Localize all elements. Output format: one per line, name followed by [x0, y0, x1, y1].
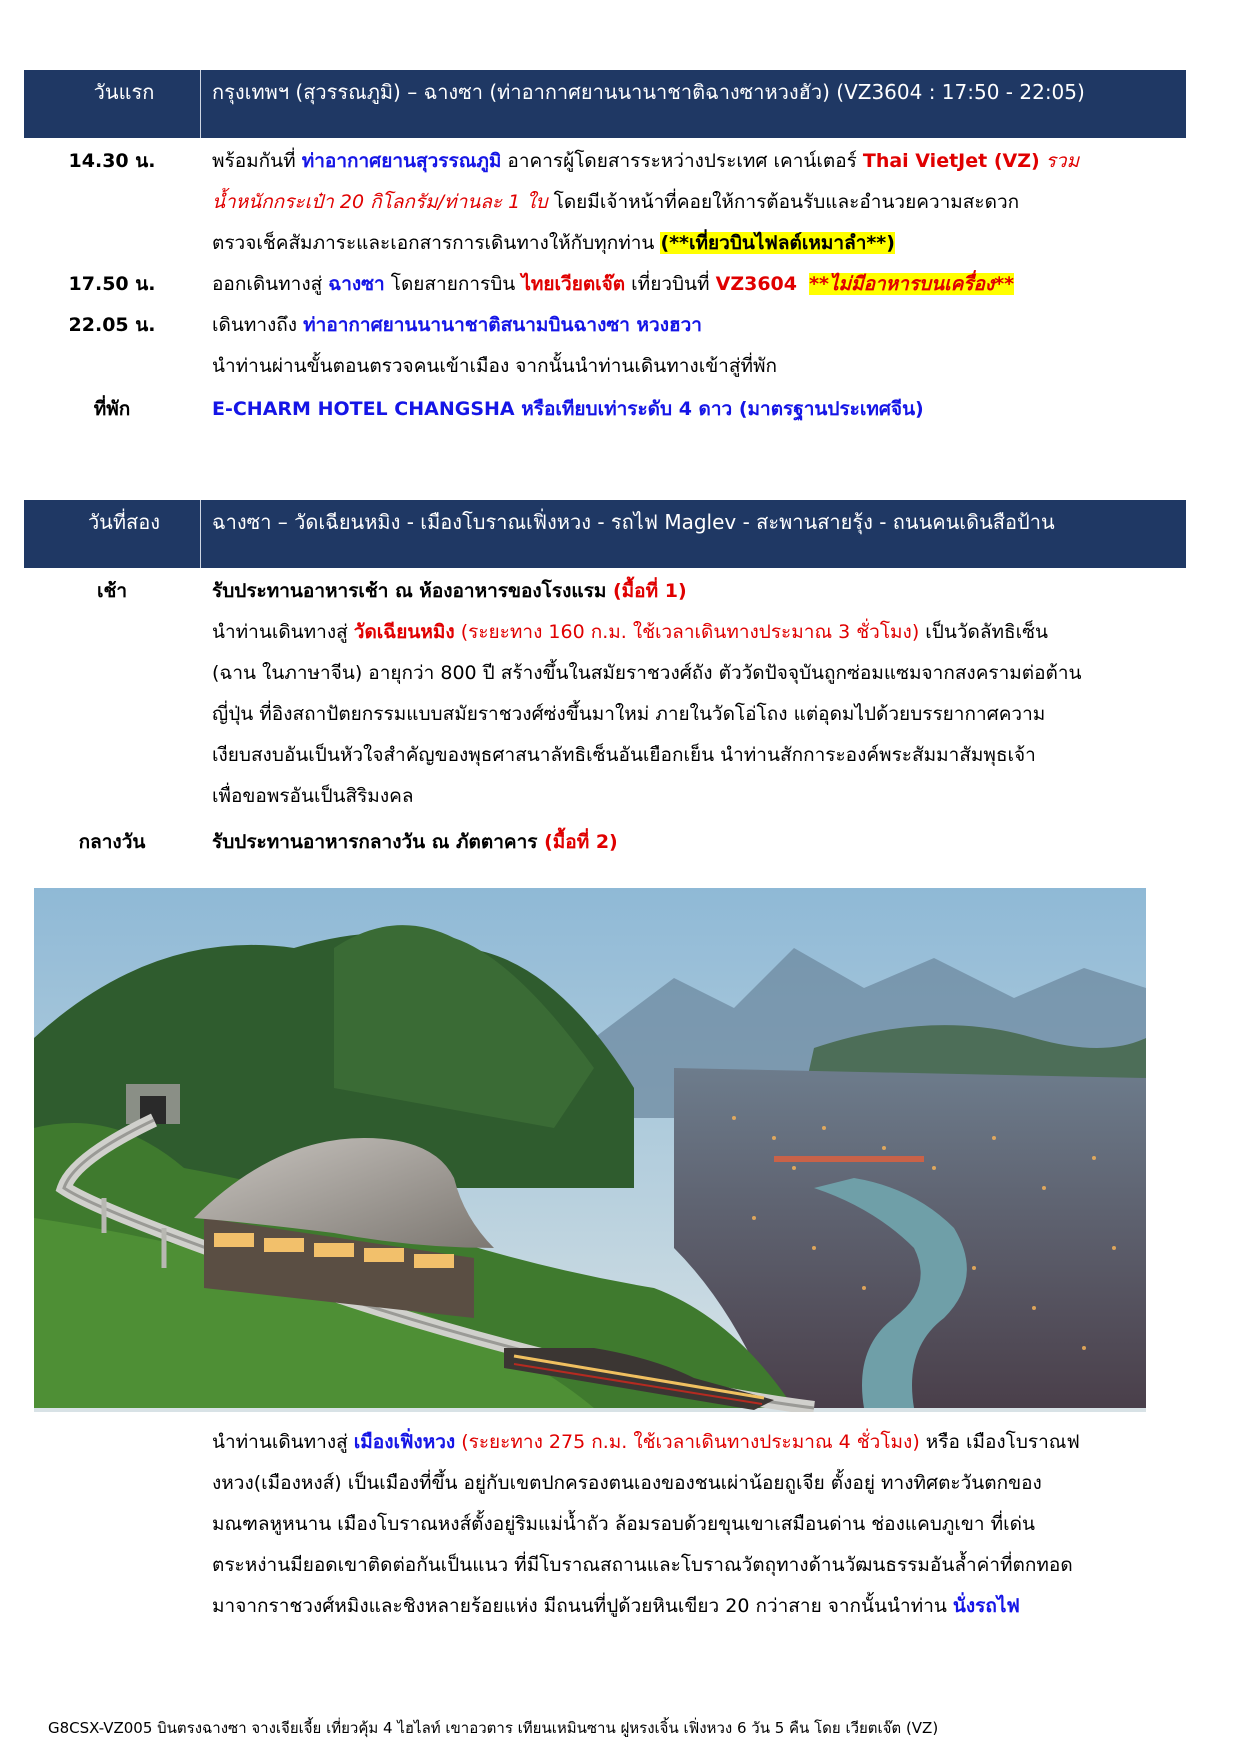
meal-label: กลางวัน [78, 831, 146, 853]
temple-name: วัดเฉียนหมิง [353, 621, 455, 643]
day1-label: วันแรก [93, 80, 155, 104]
paragraph-line [212, 1586, 1192, 1626]
header-divider [200, 500, 201, 568]
charter-flight-note: (**เที่ยวบินไฟลต์เหมาลำ**) [660, 232, 895, 254]
day1-header-bar [24, 70, 1186, 138]
day2-header-bar [24, 500, 1186, 568]
time-label: 17.50 น. [68, 273, 156, 295]
time-label: 22.05 น. [68, 314, 156, 336]
fenghuang-maglev-photo [34, 888, 1146, 1412]
text: เที่ยวบินที่ [625, 273, 716, 295]
arrival-airport: ท่าอากาศยานนานาชาติสนามบินฉางซา หวงฮวา [303, 314, 702, 336]
row-text [212, 305, 1192, 345]
time-label: 14.30 น. [68, 150, 156, 172]
paragraph-line: งหวง(เมืองหงส์) เป็นเมืองที่ขึ้น อยู่กับเขตปกครองตนเองของชนเผ่าน้อยถูเจีย ตั้งอยู่ ทางทิศตะวันตกของ [212, 1472, 1042, 1494]
breakfast-text: รับประทานอาหารเช้า ณ ห้องอาหารของโรงแรม [212, 580, 613, 602]
airline-counter: Thai VietJet (VZ) [862, 150, 1040, 172]
itinerary-row [0, 305, 1241, 345]
paragraph-line: เงียบสงบอันเป็นหัวใจสำคัญของพุธศาสนาลัทธิเซ็นอันเยือกเย็น นำท่านสักการะองค์พระสัมมาสัมพุธเจ้า [212, 744, 1036, 766]
paragraph-line: มณฑลหูหนาน เมืองโบราณหงส์ตั้งอยู่ริมแม่น้ำถัว ล้อมรอบด้วยขุนเขาเสมือนด่าน ช่องแคบภูเขา ที่เด่น [212, 1513, 1035, 1535]
lunch-text: รับประทานอาหารกลางวัน ณ ภัตตาคาร [212, 831, 545, 853]
paragraph-line [212, 1422, 1192, 1462]
paragraph-line [212, 182, 1192, 222]
text: เดินทางถึง [212, 314, 304, 336]
meal-label: เช้า [96, 580, 128, 602]
paragraph-line: ตระหง่านมียอดเขาติดต่อกันเป็นแนว ที่มีโบราณสถานและโบราณวัตถุทางด้านวัฒนธรรมอันล้ำค่าที่ตกทอด [212, 1554, 1073, 1576]
meal-row [0, 571, 1241, 611]
paragraph-line: ญี่ปุ่น ที่อิงสถาปัตยกรรมแบบสมัยราชวงศ์ซ่งขึ้นมาใหม่ ภายในวัดโอ่โถง แต่อุดมไปด้วยบรรยากาศความ [212, 703, 1046, 725]
row-text [212, 141, 1192, 181]
hotel-label: ที่พัก [93, 398, 131, 420]
text: ออกเดินทางสู่ [212, 273, 329, 295]
paragraph-line [212, 612, 1192, 652]
travel-distance: (ระยะทาง 275 ก.ม. ใช้เวลาเดินทางประมาณ 4 ชั่วโมง) [455, 1431, 920, 1453]
text: รวม [1039, 150, 1080, 172]
airport-name: ท่าอากาศยานสุวรรณภูมิ [301, 150, 502, 172]
itinerary-row [0, 141, 1241, 181]
meal-row [0, 822, 1241, 862]
meal-number: (มื้อที่ 2) [544, 831, 618, 853]
text: โดยสายการบิน [384, 273, 522, 295]
row-text [212, 822, 1192, 862]
row-text [212, 571, 1192, 611]
text: โดยมีเจ้าหน้าที่คอยให้การต้อนรับและอำนวยความสะดวก [547, 191, 1020, 213]
flight-number: VZ3604 [715, 273, 797, 295]
header-divider [200, 70, 201, 138]
text: ตรวจเช็คสัมภาระและเอกสารการเดินทางให้กับทุกท่าน [212, 232, 661, 254]
hotel-row [0, 389, 1241, 429]
day1-title: กรุงเทพฯ (สุวรรณภูมิ) – ฉางซา (ท่าอากาศยานนานาชาติฉางซาหวงฮัว) (VZ3604 : 17:50 - 22:05) [212, 80, 1085, 104]
text: เป็นวัดลัทธิเซ็น [919, 621, 1048, 643]
baggage-allowance: น้ำหนักกระเป๋า 20 กิโลกรัม/ท่านละ 1 ใบ [212, 191, 548, 213]
no-meal-note: **ไม่มีอาหารบนเครื่อง** [809, 273, 1015, 295]
paragraph-line: (ฉาน ในภาษาจีน) อายุกว่า 800 ปี สร้างขึ้นในสมัยราชวงศ์ถัง ตัววัดปัจจุบันถูกซ่อมแซมจากสงครามต่อต้าน [212, 662, 1082, 684]
city-name: เมืองเฟิ่งหวง [353, 1431, 456, 1453]
train-activity: นั่งรถไฟ [952, 1595, 1020, 1617]
page-footer: G8CSX-VZ005 บินตรงฉางซา จางเจียเจี้ย เที่ยวคุ้ม 4 ไฮไลท์ เขาอวตาร เทียนเหมินซาน ฝูหรงเจิ้น เฟิ่งหวง 6 วัน 5 คืน โดย เวียตเจ๊ต (VZ) [48, 1719, 939, 1737]
paragraph-line: เพื่อขอพรอันเป็นสิริมงคล [212, 785, 414, 807]
day2-title: ฉางซา – วัดเฉียนหมิง - เมืองโบราณเฟิ่งหวง - รถไฟ Maglev - สะพานสายรุ้ง - ถนนคนเดินสือป้าน [212, 510, 1055, 534]
destination: ฉางซา [328, 273, 385, 295]
text: อาคารผู้โดยสารระหว่างประเทศ เคาน์เตอร์ [501, 150, 863, 172]
text: พร้อมกันที่ [212, 150, 302, 172]
text: นำท่านเดินทางสู่ [212, 621, 354, 643]
hotel-name: E-CHARM HOTEL CHANGSHA หรือเทียบเท่าระดับ 4 ดาว (มาตรฐานประเทศจีน) [212, 398, 924, 420]
text: นำท่านเดินทางสู่ [212, 1431, 354, 1453]
row-text [212, 264, 1192, 304]
airline-name: ไทยเวียตเจ๊ต [521, 273, 626, 295]
text: มาจากราชวงศ์หมิงและชิงหลายร้อยแห่ง มีถนนที่ปูด้วยหินเขียว 20 กว่าสาย จากนั้นนำท่าน [212, 1595, 953, 1617]
travel-distance: (ระยะทาง 160 ก.ม. ใช้เวลาเดินทางประมาณ 3 ชั่วโมง) [454, 621, 920, 643]
paragraph-line [212, 223, 1192, 263]
itinerary-row [0, 264, 1241, 304]
day2-label: วันที่สอง [87, 510, 161, 534]
meal-number: (มื้อที่ 1) [612, 580, 687, 602]
text: หรือ เมืองโบราณฟ [919, 1431, 1080, 1453]
paragraph-line: นำท่านผ่านขั้นตอนตรวจคนเข้าเมือง จากนั้นนำท่านเดินทางเข้าสู่ที่พัก [212, 355, 777, 377]
